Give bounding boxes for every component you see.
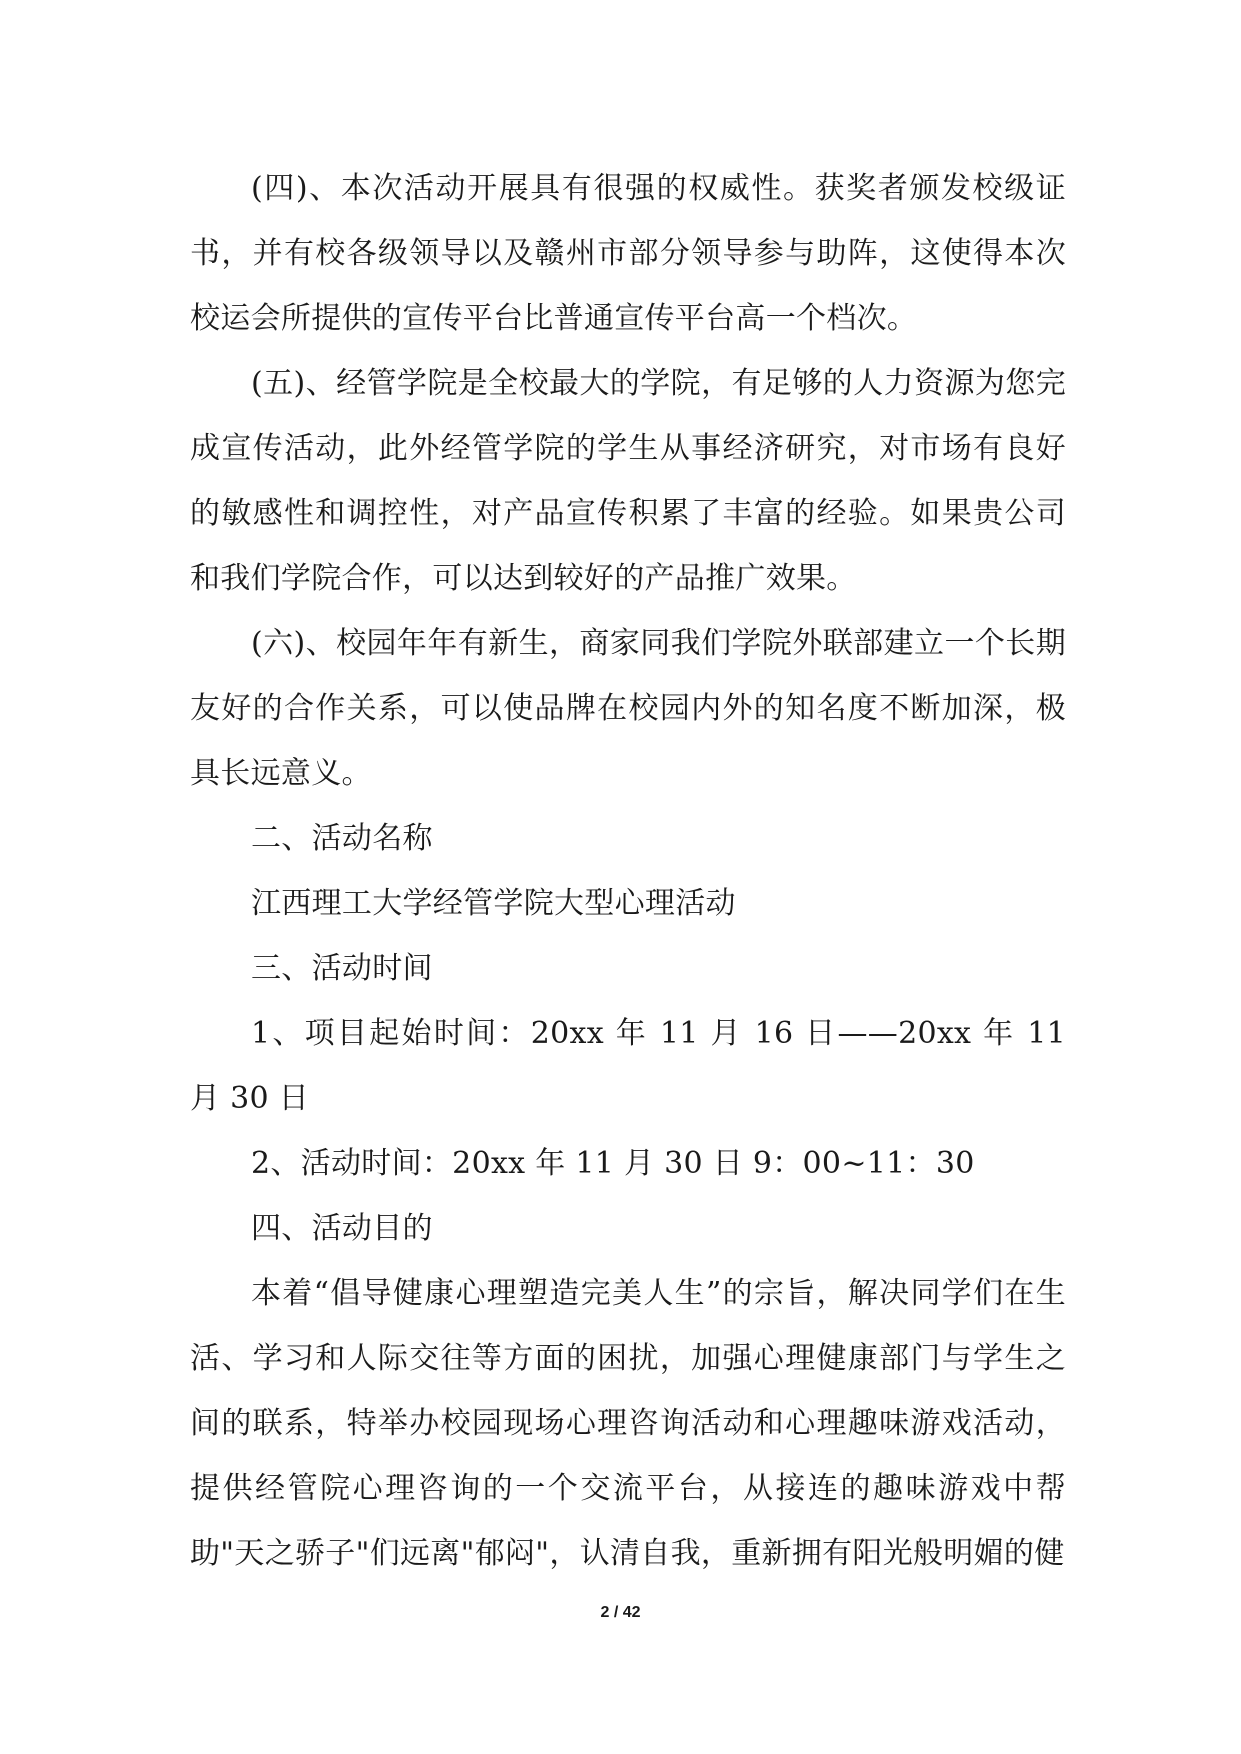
activity-time: 2、活动时间：20xx 年 11 月 30 日 9：00~11：30 bbox=[251, 1146, 975, 1181]
paragraph-point-4: (四)、本次活动开展具有很强的权威性。获奖者颁发校级证书，并有校各级领导以及赣州市部分领导参与助阵，这使得本次校运会所提供的宣传平台比普通宣传平台高一个档次。 bbox=[190, 171, 1066, 336]
section-heading-activity-purpose: 四、活动目的 bbox=[251, 1211, 433, 1246]
activity-purpose-text: 本着“倡导健康心理塑造完美人生”的宗旨，解决同学们在生活、学习和人际交往等方面的困扰，加强心理健康部门与学生之间的联系，特举办校园现场心理咨询活动和心理趣味游戏活动，提供经管院心理咨询的一个交流平台，从接连的趣味游戏中帮助"天之骄子"们远离"郁闷"，认清自我，重新拥有阳光般明媚的健 bbox=[190, 1276, 1066, 1571]
project-start-time: 1、项目起始时间：20xx 年 11 月 16 日——20xx 年 11 月 30 日 bbox=[190, 1016, 1066, 1116]
page-number: 2 / 42 bbox=[600, 1604, 641, 1621]
section-heading-activity-time: 三、活动时间 bbox=[251, 951, 433, 986]
activity-name-text: 江西理工大学经管学院大型心理活动 bbox=[251, 886, 736, 921]
section-heading-activity-name: 二、活动名称 bbox=[251, 821, 433, 856]
paragraph-point-6: (六)、校园年年有新生，商家同我们学院外联部建立一个长期友好的合作关系，可以使品牌在校园内外的知名度不断加深，极具长远意义。 bbox=[190, 626, 1066, 791]
paragraph-point-5: (五)、经管学院是全校最大的学院，有足够的人力资源为您完成宣传活动，此外经管学院的学生从事经济研究，对市场有良好的敏感性和调控性，对产品宣传积累了丰富的经验。如果贵公司和我们学院合作，可以达到较好的产品推广效果。 bbox=[190, 366, 1066, 596]
document-body bbox=[190, 156, 1066, 1586]
